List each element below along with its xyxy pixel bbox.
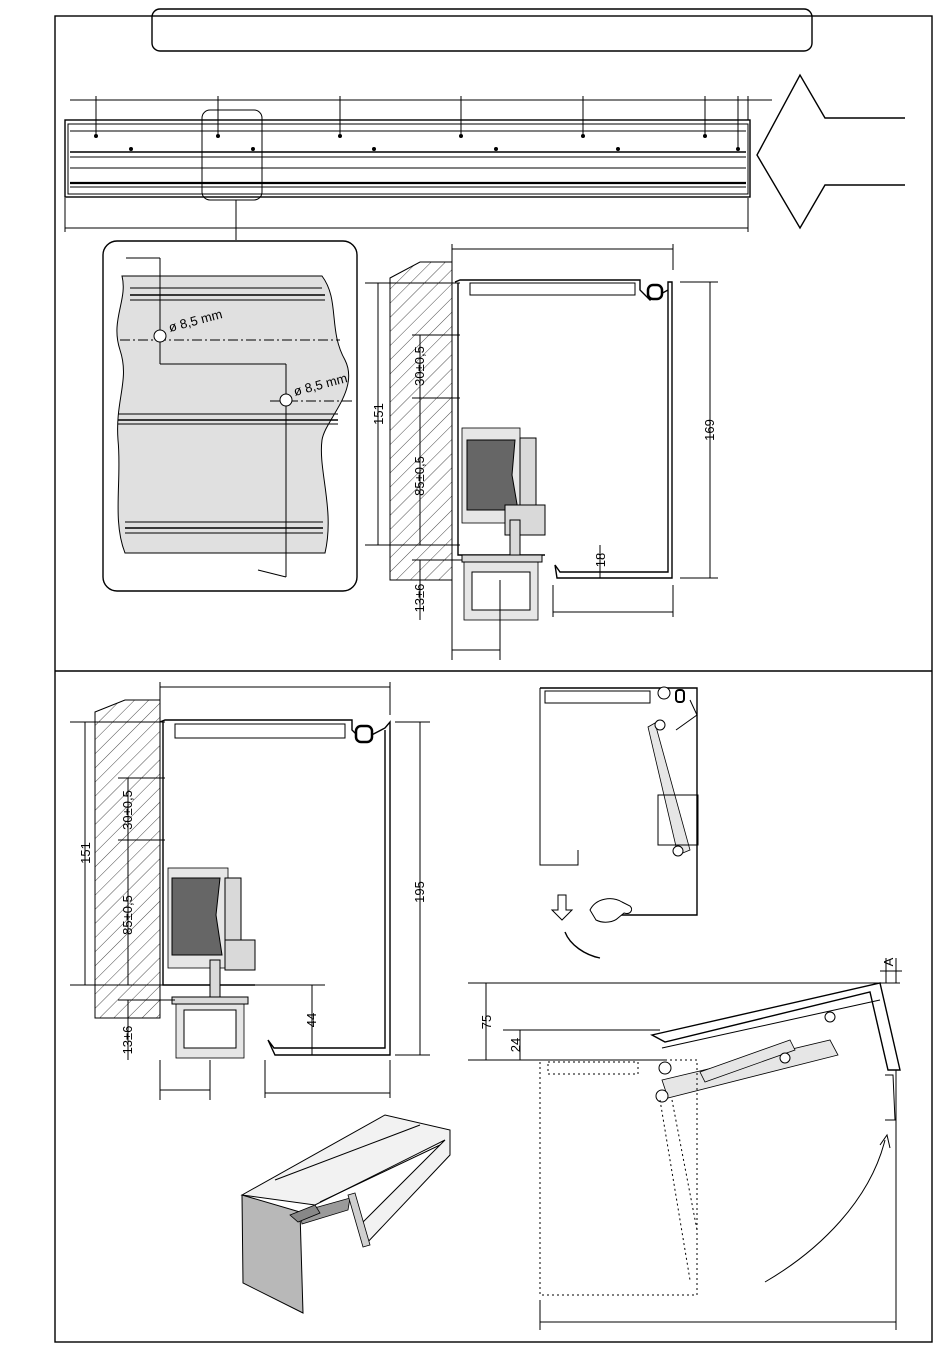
dim-A: A [881, 957, 896, 967]
section-top [365, 244, 718, 660]
rotate-arrow-icon [565, 932, 600, 958]
direction-arrow [757, 75, 905, 228]
sheet-border [55, 16, 932, 1342]
perspective-view [242, 1115, 450, 1313]
dim-13-top: 13±6 [412, 583, 427, 613]
dim-18: 18 [593, 552, 608, 568]
hole-detail [103, 241, 357, 591]
section-bottom-left [70, 682, 430, 1100]
hole-top-label: ø 8,5 mm [166, 306, 224, 335]
dim-85-bottom: 85±0,5 [120, 895, 135, 935]
hole-bottom-label: ø 8,5 mm [291, 370, 349, 399]
hole-bottom-icon [280, 394, 292, 406]
mounting-holes-row1 [94, 134, 740, 151]
hinge-open-view [468, 957, 902, 1330]
dim-151-top: 151 [371, 403, 386, 425]
dim-85-top: 85±0,5 [412, 456, 427, 496]
hinge-closed-view [540, 687, 698, 958]
push-down-arrow-icon [552, 895, 572, 920]
dim-151-bottom: 151 [78, 842, 93, 864]
dim-44: 44 [304, 1012, 319, 1028]
dim-169: 169 [702, 419, 717, 441]
hole-top-icon [154, 330, 166, 342]
dim-195: 195 [412, 881, 427, 903]
dim-13-bottom: 13±6 [120, 1025, 135, 1055]
dim-75: 75 [479, 1014, 494, 1030]
dim-30-bottom: 30±0,5 [120, 790, 135, 830]
opening-arrow-icon [765, 1140, 885, 1282]
pivot-icon [658, 687, 670, 699]
dim-24: 24 [508, 1037, 523, 1053]
mounting-holes-row2 [129, 147, 620, 151]
hand-icon [590, 899, 632, 922]
dim-30-top: 30±0,5 [412, 346, 427, 386]
profile-elevation [65, 75, 905, 240]
